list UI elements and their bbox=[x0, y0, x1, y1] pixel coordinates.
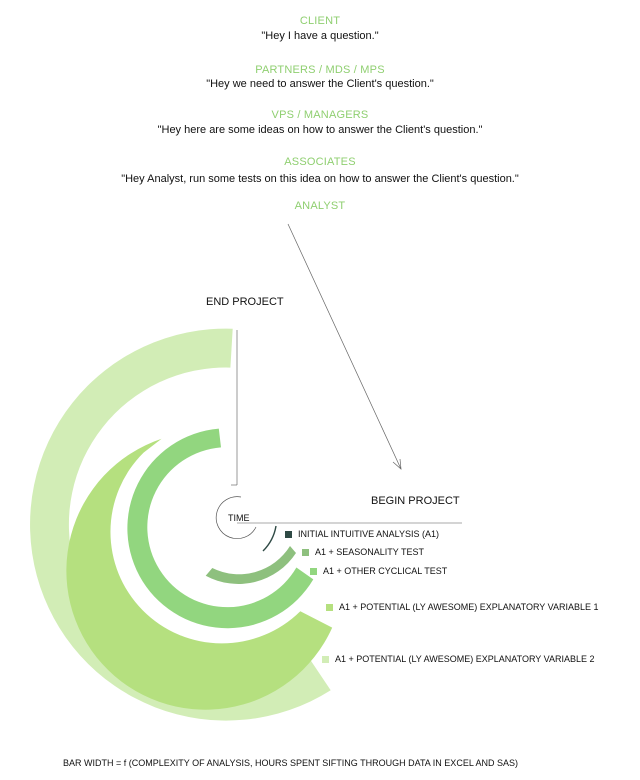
legend-label: A1 + SEASONALITY TEST bbox=[315, 547, 424, 557]
legend-swatch bbox=[302, 549, 309, 556]
role-partners: PARTNERS / MDS / MPS bbox=[255, 64, 385, 76]
begin-project-label: BEGIN PROJECT bbox=[371, 495, 460, 507]
legend-label: INITIAL INTUITIVE ANALYSIS (A1) bbox=[298, 529, 440, 539]
quote-vps-managers: "Hey here are some ideas on how to answer the Client's question." bbox=[157, 124, 483, 136]
legend-item-seasonality-test bbox=[302, 546, 424, 558]
legend-item-initial-analysis bbox=[285, 528, 439, 540]
role-client: CLIENT bbox=[299, 15, 341, 27]
role-vps-managers: VPS / MANAGERS bbox=[271, 109, 369, 121]
role-associates: ASSOCIATES bbox=[284, 156, 356, 168]
legend-swatch bbox=[310, 568, 317, 575]
ring-seasonality-test bbox=[206, 546, 296, 584]
legend-swatch bbox=[322, 656, 329, 663]
analyst-arrow bbox=[288, 224, 401, 469]
time-label: TIME bbox=[228, 513, 250, 523]
legend-label: A1 + POTENTIAL (LY AWESOME) EXPLANATORY VARIABLE 2 bbox=[335, 654, 595, 664]
legend-item-explanatory-variable-1 bbox=[326, 601, 599, 613]
end-project-label: END PROJECT bbox=[206, 296, 284, 308]
legend-item-explanatory-variable-2 bbox=[322, 653, 595, 665]
legend-item-other-cyclical-test bbox=[310, 565, 447, 577]
bar-width-footnote: BAR WIDTH = f (COMPLEXITY OF ANALYSIS, HOURS SPENT SIFTING THROUGH DATA IN EXCEL AND SAS) bbox=[63, 758, 519, 768]
legend-label: A1 + POTENTIAL (LY AWESOME) EXPLANATORY VARIABLE 1 bbox=[339, 602, 599, 612]
legend-swatch bbox=[326, 604, 333, 611]
legend-swatch bbox=[285, 531, 292, 538]
ring-initial-analysis bbox=[263, 526, 276, 551]
quote-partners: "Hey we need to answer the Client's question." bbox=[206, 78, 434, 90]
legend-label: A1 + OTHER CYCLICAL TEST bbox=[323, 566, 448, 576]
quote-associates: "Hey Analyst, run some tests on this idea on how to answer the Client's question." bbox=[121, 173, 519, 185]
quote-client: "Hey I have a question." bbox=[261, 30, 379, 42]
role-analyst: ANALYST bbox=[294, 200, 346, 212]
